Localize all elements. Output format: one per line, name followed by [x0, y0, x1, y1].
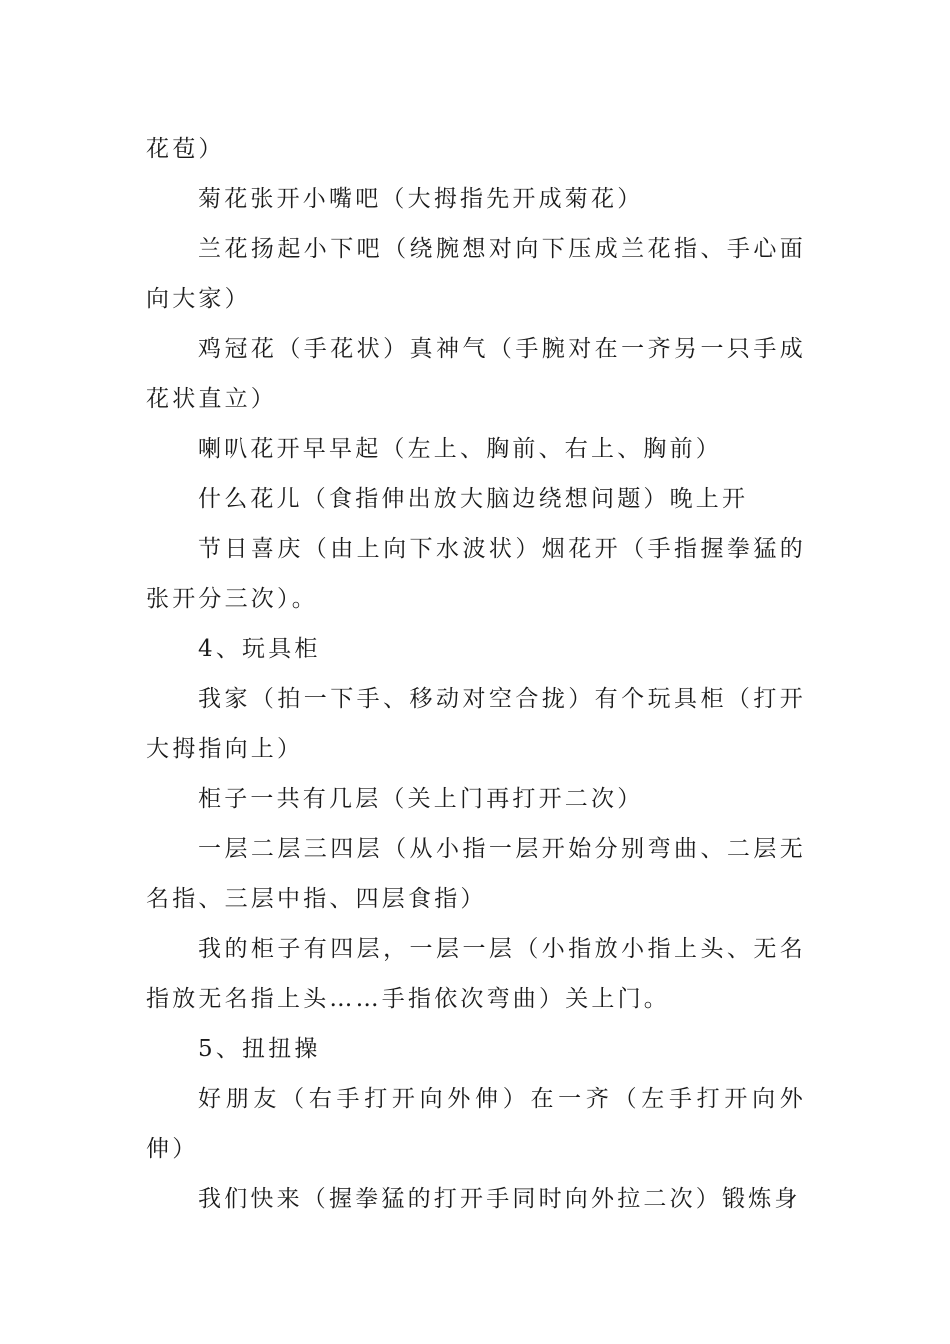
- paragraph-4: 鸡冠花（手花状）真神气（手腕对在一齐另一只手成花状直立）: [146, 336, 806, 412]
- document-body: [146, 124, 806, 1224]
- paragraph-2: 菊花张开小嘴吧（大拇指先开成菊花）: [198, 186, 644, 212]
- paragraph-7: 节日喜庆（由上向下水波状）烟花开（手指握拳猛的张开分三次）。: [146, 536, 806, 612]
- section-heading-5: 5、扭扭操: [198, 1036, 321, 1062]
- paragraph-3: 兰花扬起小下吧（绕腕想对向下压成兰花指、手心面向大家）: [146, 236, 806, 312]
- paragraph-5: 喇叭花开早早起（左上、胸前、右上、胸前）: [198, 436, 722, 462]
- paragraph-12: 我的柜子有四层，一层一层（小指放小指上头、无名指放无名指上头……手指依次弯曲）关上门。: [146, 936, 806, 1012]
- section-heading-4: 4、玩具柜: [198, 636, 321, 662]
- paragraph-9: 我家（拍一下手、移动对空合拢）有个玩具柜（打开大拇指向上）: [146, 686, 806, 762]
- paragraph-15: 我们快来（握拳猛的打开手同时向外拉二次）锻炼身: [198, 1186, 801, 1212]
- paragraph-1: 花苞）: [146, 136, 225, 162]
- paragraph-11: 一层二层三四层（从小指一层开始分别弯曲、二层无名指、三层中指、四层食指）: [146, 836, 806, 912]
- paragraph-10: 柜子一共有几层（关上门再打开二次）: [198, 786, 644, 812]
- paragraph-14: 好朋友（右手打开向外伸）在一齐（左手打开向外伸）: [146, 1086, 806, 1162]
- paragraph-6: 什么花儿（食指伸出放大脑边绕想问题）晚上开: [198, 486, 749, 512]
